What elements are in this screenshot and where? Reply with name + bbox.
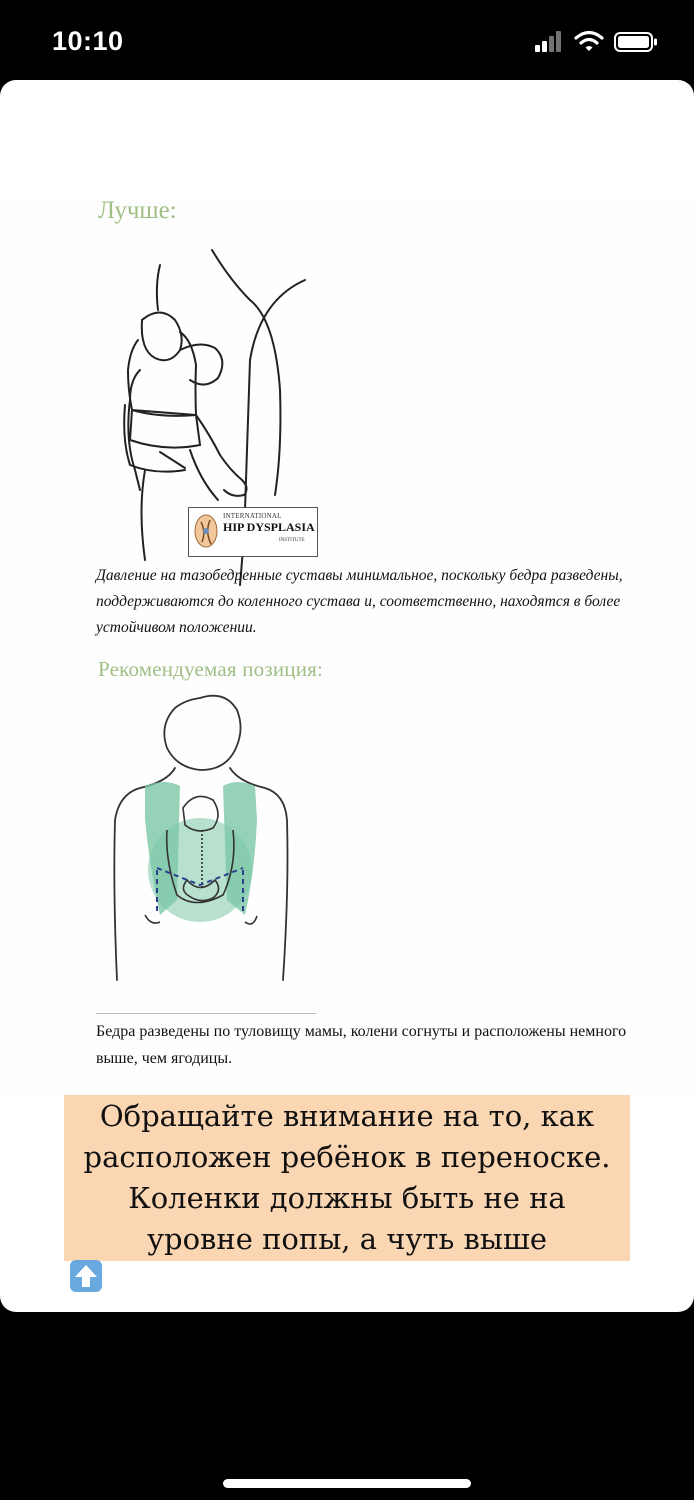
callout-line-2: расположен ребёнок в переноске. — [83, 1140, 611, 1174]
status-icons — [534, 30, 664, 56]
heading-recommended: Рекомендуемая позиция: — [98, 657, 324, 681]
callout-line-1: Обращайте внимание на то, как — [99, 1099, 595, 1133]
wifi-icon — [574, 29, 604, 53]
signal-icon — [534, 30, 564, 54]
callout-line-4-wrap — [64, 1219, 630, 1292]
better-description: Давление на тазобедренные суставы минимальное, поскольку бедра разведены, поддерживаются до коленного сустава и, соответственно, находятся в более устойчивом положении. — [96, 567, 623, 636]
hip-dysplasia-logo — [188, 507, 318, 557]
hip-dysplasia-logo-icon — [193, 512, 219, 550]
home-indicator[interactable] — [223, 1479, 471, 1488]
up-arrow-icon — [70, 1260, 102, 1292]
recommended-description: Бедра разведены по туловищу мамы, колени согнуты и расположены немного выше, чем ягодицы. — [96, 1023, 627, 1067]
battery-icon — [614, 32, 658, 52]
logo-line-institute: INSTITUTE — [279, 538, 305, 543]
section-divider — [96, 1013, 316, 1014]
callout-box — [64, 1095, 630, 1261]
callout-line-3: Коленки должны быть не на — [128, 1181, 566, 1215]
status-bar — [0, 0, 694, 80]
recommended-position-illustration-icon — [105, 690, 315, 1010]
logo-line-big: HIP DYSPLASIA — [223, 520, 315, 534]
heading-better: Лучше: — [98, 197, 177, 224]
logo-line-small: INTERNATIONAL — [223, 512, 282, 520]
callout-line-4: уровне попы, а чуть выше — [146, 1222, 548, 1256]
story-card — [0, 80, 694, 1312]
status-time: 10:10 — [52, 26, 124, 56]
